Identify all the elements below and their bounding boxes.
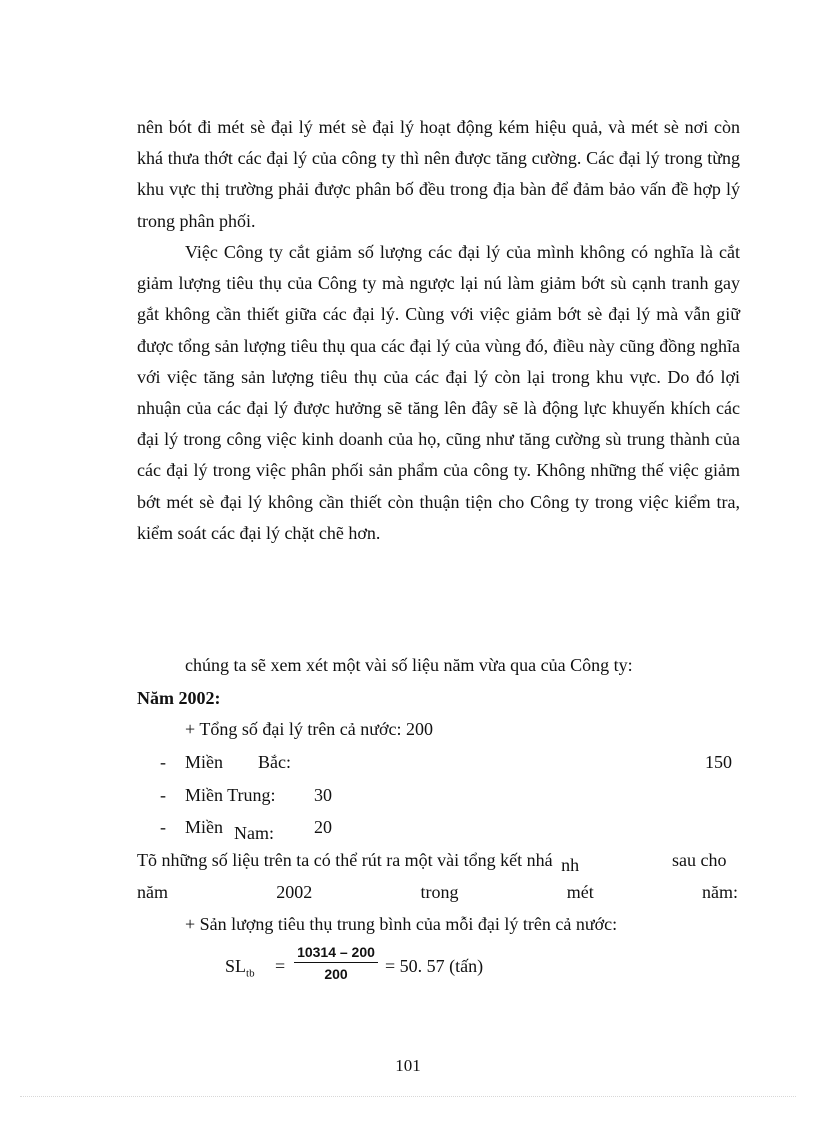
- total-agents-line: + Tổng số đại lý trên cả nước: 200: [185, 719, 434, 739]
- paragraph-1: nên bót đi mét sè đại lý mét sè đại lý hoạt động kém hiệu quả, và mét sè nơi còn khá thưa thớt các đại lý của công ty thì nên được tăng cường. Các đại lý trong từng khu vực thị trường phải được phân bố đều trong địa bàn để đảm bảo vấn đề hợp lý trong phân phối.: [137, 117, 740, 231]
- formula-lhs-symbol: SL: [225, 956, 247, 976]
- summary-prefix: Tõ những số liệu trên ta có thể rút ra một vài tổng kết nhá: [137, 850, 553, 870]
- summary-word: trong: [420, 882, 459, 902]
- region-value-south: 20: [314, 817, 332, 837]
- bullet-dash: -: [160, 817, 166, 837]
- page-bottom-divider: [20, 1096, 796, 1097]
- average-output-line: + Sản lượng tiêu thụ trung bình của mỗi đại lý trên cả nước:: [185, 914, 618, 934]
- page-number: 101: [395, 1056, 421, 1075]
- bullet-dash: -: [160, 785, 166, 805]
- year-heading: Năm 2002:: [137, 688, 221, 708]
- summary-word: 2002: [276, 882, 313, 902]
- summary-word: năm: [137, 882, 168, 902]
- region-label-word: Miền: [185, 752, 223, 772]
- paragraph-2: Việc Công ty cắt giảm số lượng các đại lý của mình không có nghĩa là cắt giảm lượng tiêu thụ của Công ty mà ngược lại nú làm giảm bớt sù cạnh tranh gay gắt không cần thiết giữa các đại lý. Cùng với việc giảm bớt sè đại lý mà vẫn giữ được tổng sản lượng tiêu thụ qua các đại lý của vùng đó, điều này cũng đồng nghĩa với việc tăng sản lượng tiêu thụ của các đại lý còn lại trong khu vực. Do đó lợi nhuận của các đại lý được hưởng sẽ tăng lên đây sẽ là động lực khuyến khích các đại lý trong công việc kinh doanh của họ, cũng như tăng cường sù trung thành của các đại lý trong việc phân phối sản phẩm của công ty. Không những thế việc giảm bớt mét sè đại lý không cần thiết còn thuận tiện cho Công ty trong việc kiểm tra, kiểm soát các đại lý chặt chẽ hơn.: [137, 242, 740, 543]
- bullet-dash: -: [160, 752, 166, 772]
- region-value-central: 30: [314, 785, 332, 805]
- region-label-word: Miền: [185, 817, 223, 837]
- data-intro: chúng ta sẽ xem xét một vài số liệu năm vừa qua của Công ty:: [185, 655, 633, 675]
- summary-suffix: sau cho: [672, 850, 727, 870]
- summary-word: mét: [566, 882, 594, 902]
- formula-lhs: [225, 956, 255, 980]
- formula-numerator: 10314 – 200: [294, 944, 378, 963]
- summary-line-1: [137, 850, 580, 875]
- formula-result: = 50. 57 (tấn): [385, 956, 484, 976]
- region-label-south: Nam:: [234, 823, 274, 843]
- formula-lhs-subscript: tb: [246, 967, 255, 980]
- region-label-north: Bắc:: [258, 752, 291, 772]
- region-label-central: Miền Trung:: [185, 785, 276, 805]
- formula-equals: =: [275, 956, 286, 976]
- summary-line-2: [137, 882, 738, 903]
- region-value-north: 150: [705, 752, 732, 772]
- formula-denominator: 200: [324, 966, 348, 982]
- formula-fraction: [294, 944, 378, 982]
- summary-subscript: nh: [561, 855, 580, 875]
- summary-word: năm:: [702, 882, 738, 902]
